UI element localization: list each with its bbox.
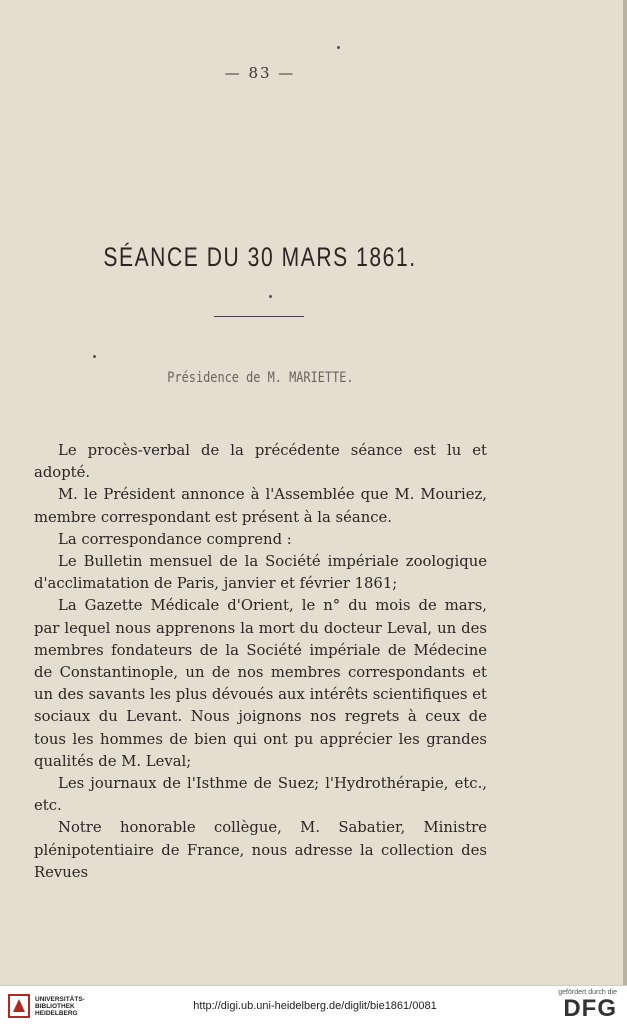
speck <box>93 355 96 358</box>
library-line: HEIDELBERG <box>35 1009 78 1017</box>
library-line: BIBLIOTHEK <box>35 1002 75 1010</box>
body-text <box>34 440 487 884</box>
paragraph: M. le Président annonce à l'Assemblée que M. Mouriez, membre correspondant est présent à la séance. <box>34 486 487 526</box>
paragraph: La correspondance comprend : <box>58 530 292 548</box>
paragraph: Les journaux de l'Isthme de Suez; l'Hydrothérapie, etc., etc. <box>34 775 487 815</box>
session-title: SÉANCE DU 30 MARS 1861. <box>103 242 417 272</box>
permalink-url[interactable]: http://digi.ub.uni-heidelberg.de/diglit/bie1861/0081 <box>193 1000 437 1012</box>
presidence-line: Présidence de M. MARIETTE. <box>167 370 354 386</box>
paragraph: Notre honorable collègue, M. Sabatier, Ministre plénipotentiaire de France, nous adresse la collection des Revues <box>34 819 487 881</box>
paragraph: Le procès-verbal de la précédente séance est lu et adopté. <box>34 442 487 482</box>
speck <box>269 295 272 298</box>
heidelberg-logo-icon <box>8 994 30 1018</box>
viewer-footer <box>0 985 627 1034</box>
dfg-logo[interactable]: DFG <box>563 995 617 1022</box>
paragraph: Le Bulletin mensuel de la Société impériale zoologique d'acclimatation de Paris, janvier et février 1861; <box>34 553 487 593</box>
funded-by-label: gefördert durch die <box>558 989 617 996</box>
title-divider <box>214 316 304 317</box>
library-line: UNIVERSITÄTS- <box>35 995 85 1003</box>
library-logo[interactable] <box>8 994 85 1018</box>
library-name <box>35 996 85 1017</box>
page-edge <box>623 0 627 985</box>
dfg-credit <box>558 989 617 1022</box>
speck <box>337 46 340 49</box>
page-number: — 83 — <box>224 64 296 82</box>
paragraph: La Gazette Médicale d'Orient, le n° du mois de mars, par lequel nous apprenons la mort du docteur Leval, un des membres fondateurs de la Société impériale de Médecine de Constantinople, un de nos membres correspondants et un des savants les plus dévoués aux intérêts scientifiques et sociaux du Levant. Nous joignons nos regrets à ceux de tous les hommes de bien qui ont pu apprécier les grandes qualités de M. Leval; <box>34 597 487 770</box>
